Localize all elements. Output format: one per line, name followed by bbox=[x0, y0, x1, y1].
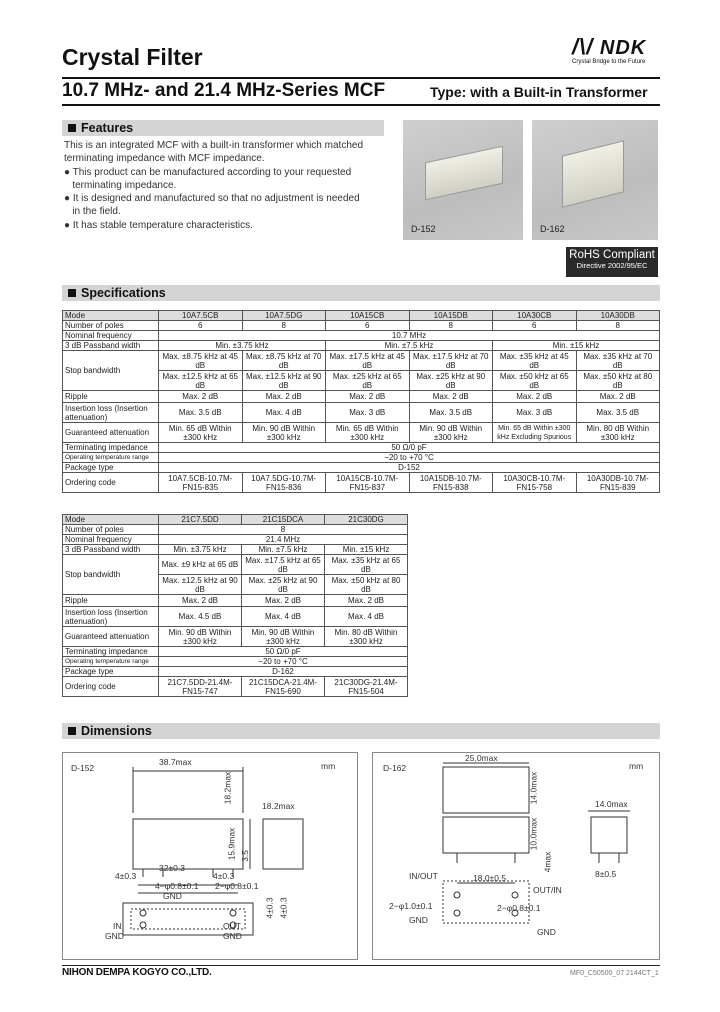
table-cell: Max. 4 dB bbox=[325, 607, 408, 627]
feature-line: terminating impedance. bbox=[64, 179, 177, 191]
pin-label: IN bbox=[113, 921, 122, 931]
ordering-code: 21C30DG-21.4M-FN15-504 bbox=[325, 677, 408, 697]
dim-value: 2−φ1.0±0.1 bbox=[389, 901, 433, 911]
table-cell: Max. 2 dB bbox=[409, 391, 493, 403]
dim-value: 14.0max bbox=[528, 771, 539, 805]
row-label: Guaranteed attenuation bbox=[63, 423, 159, 443]
spec-table-10.7mhz bbox=[62, 310, 660, 493]
table-cell: Max. ±35 kHz at 70 dB bbox=[576, 351, 660, 371]
title-rule bbox=[62, 77, 660, 79]
model-header: 10A15CB bbox=[326, 311, 410, 321]
rohs-title: RoHS Compliant bbox=[569, 249, 655, 261]
row-label: Operating temperature range bbox=[63, 453, 159, 463]
square-bullet-icon bbox=[68, 727, 76, 735]
table-cell: Max. ±8.75 kHz at 70 dB bbox=[242, 351, 326, 371]
table-cell: Max. 4 dB bbox=[242, 607, 325, 627]
table-cell: Max. 2 dB bbox=[242, 391, 326, 403]
table-cell: Min. ±15 kHz bbox=[325, 545, 408, 555]
spec-table-21.4mhz bbox=[62, 514, 408, 697]
table-cell: Max. 2 dB bbox=[242, 595, 325, 607]
table-cell: Max. 3.5 dB bbox=[159, 403, 243, 423]
row-label: Package type bbox=[63, 667, 159, 677]
table-cell: Max. ±17.5 kHz at 45 dB bbox=[326, 351, 410, 371]
model-header: 21C15DCA bbox=[242, 515, 325, 525]
table-cell: Min. 90 dB Within ±300 kHz bbox=[159, 627, 242, 647]
table-cell: 6 bbox=[159, 321, 243, 331]
table-cell: 8 bbox=[242, 321, 326, 331]
row-label: Terminating impedance bbox=[63, 443, 159, 453]
dim-value: 3.5 bbox=[239, 850, 250, 862]
table-cell: Min. 65 dB Within ±300 kHz bbox=[159, 423, 243, 443]
table-cell: Min. ±7.5 kHz bbox=[326, 341, 493, 351]
table-cell: 6 bbox=[326, 321, 410, 331]
table-cell: Max. ±12.5 kHz at 90 dB bbox=[242, 371, 326, 391]
row-label: Ordering code bbox=[63, 473, 159, 493]
dimension-drawing-d152 bbox=[62, 752, 358, 960]
table-cell: 6 bbox=[493, 321, 577, 331]
table-cell: 8 bbox=[159, 525, 408, 535]
pin-label: OUT/IN bbox=[533, 885, 562, 895]
rohs-badge bbox=[566, 247, 658, 277]
feature-line: ● It is designed and manufactured so that no adjustment is needed bbox=[64, 193, 360, 205]
table-cell: −20 to +70 °C bbox=[159, 453, 660, 463]
dim-value: 14.0max bbox=[595, 799, 628, 809]
table-cell: Max. ±25 kHz at 90 dB bbox=[242, 575, 325, 595]
table-cell: Max. ±8.75 kHz at 45 dB bbox=[159, 351, 243, 371]
table-cell: Min. 90 dB Within ±300 kHz bbox=[242, 627, 325, 647]
table-cell: Min. 65 dB Within ±300 kHz Excluding Spurious bbox=[493, 423, 577, 443]
row-label: Guaranteed attenuation bbox=[63, 627, 159, 647]
table-cell: D-162 bbox=[159, 667, 408, 677]
table-cell: Max. 4 dB bbox=[242, 403, 326, 423]
row-label: Number of poles bbox=[63, 321, 159, 331]
row-label: 3 dB Passband width bbox=[63, 545, 159, 555]
table-cell: Max. 2 dB bbox=[325, 595, 408, 607]
features-text bbox=[64, 139, 384, 232]
ordering-code: 21C7.5DD-21.4M-FN15-747 bbox=[159, 677, 242, 697]
feature-line: ● It has stable temperature characteristics. bbox=[64, 219, 253, 231]
row-label: Ripple bbox=[63, 391, 159, 403]
table-cell: 10.7 MHz bbox=[159, 331, 660, 341]
table-cell: Max. 2 dB bbox=[159, 595, 242, 607]
table-cell: 8 bbox=[576, 321, 660, 331]
model-header: 10A30CB bbox=[493, 311, 577, 321]
ordering-code: 10A30CB-10.7M-FN15-758 bbox=[493, 473, 577, 493]
dim-value: 2−φ0.8±0.1 bbox=[497, 903, 541, 913]
dim-value: 25.0max bbox=[465, 753, 498, 763]
table-cell: Max. ±12.5 kHz at 90 dB bbox=[159, 575, 242, 595]
table-cell: D-152 bbox=[159, 463, 660, 473]
dim-value: 15.9max bbox=[226, 827, 237, 861]
dim-value: 4−φ0.8±0.1 bbox=[155, 881, 199, 891]
table-cell: Max. 3.5 dB bbox=[576, 403, 660, 423]
logo-tagline: Crystal Bridge to the Future bbox=[572, 59, 646, 65]
d152-outline-drawing bbox=[63, 753, 357, 959]
dimensions-heading: Dimensions bbox=[62, 723, 660, 739]
row-label: Terminating impedance bbox=[63, 647, 159, 657]
table-cell: Max. ±50 kHz at 80 dB bbox=[325, 575, 408, 595]
row-label: 3 dB Passband width bbox=[63, 341, 159, 351]
pin-label: IN/OUT bbox=[409, 871, 438, 881]
table-cell: Max. 2 dB bbox=[493, 391, 577, 403]
unit-label: mm bbox=[629, 761, 644, 771]
footer-rule bbox=[62, 965, 660, 966]
dim-value: 4±0.3 bbox=[264, 897, 275, 919]
logo-text: NDK bbox=[599, 37, 647, 59]
dim-value: 18.2max bbox=[222, 771, 233, 805]
model-header: 10A7.5DG bbox=[242, 311, 326, 321]
drawing-label: D-162 bbox=[383, 763, 407, 773]
table-cell: Max. 2 dB bbox=[159, 391, 243, 403]
pin-label: GND bbox=[223, 931, 242, 941]
row-label: Mode bbox=[63, 515, 159, 525]
ordering-code: 10A30DB-10.7M-FN15-839 bbox=[576, 473, 660, 493]
feature-line: in the field. bbox=[64, 206, 121, 218]
square-bullet-icon bbox=[68, 289, 76, 297]
feature-line: This is an integrated MCF with a built-in transformer which matched bbox=[64, 140, 364, 151]
model-header: 10A7.5CB bbox=[159, 311, 243, 321]
ordering-code: 21C15DCA-21.4M-FN15-690 bbox=[242, 677, 325, 697]
table-cell: −20 to +70 °C bbox=[159, 657, 408, 667]
feature-line: terminating impedance with MCF impedance. bbox=[64, 153, 265, 165]
ordering-code: 10A15CB-10.7M-FN15-837 bbox=[326, 473, 410, 493]
row-label: Insertion loss (Insertion attenuation) bbox=[63, 403, 159, 423]
pin-label: GND bbox=[409, 915, 428, 925]
document-code: MF0_C50500_07 2144CT_1 bbox=[570, 970, 659, 977]
table-cell: Max. ±25 kHz at 65 dB bbox=[326, 371, 410, 391]
d162-outline-drawing bbox=[373, 753, 659, 959]
table-cell: Max. ±9 kHz at 65 dB bbox=[159, 555, 242, 575]
filter-package-image bbox=[425, 146, 503, 201]
table-cell: Min. 65 dB Within ±300 kHz bbox=[326, 423, 410, 443]
table-cell: Max. ±50 kHz at 80 dB bbox=[576, 371, 660, 391]
table-cell: Max. ±35 kHz at 45 dB bbox=[493, 351, 577, 371]
row-label: Ripple bbox=[63, 595, 159, 607]
dim-value: 4max bbox=[542, 851, 553, 873]
series-subtitle: 10.7 MHz- and 21.4 MHz-Series MCF bbox=[62, 80, 386, 101]
table-cell: Min. 90 dB Within ±300 kHz bbox=[409, 423, 493, 443]
table-cell: Min. ±3.75 kHz bbox=[159, 545, 242, 555]
table-cell: 21.4 MHz bbox=[159, 535, 408, 545]
subtitle-rule bbox=[62, 104, 660, 106]
feature-line: ● This product can be manufactured according to your requested bbox=[64, 166, 352, 178]
dim-value: 4±0.3 bbox=[278, 897, 289, 919]
pin-label: GND bbox=[105, 931, 124, 941]
table-cell: Max. ±17.5 kHz at 65 dB bbox=[242, 555, 325, 575]
model-header: 21C30DG bbox=[325, 515, 408, 525]
table-cell: Min. 80 dB Within ±300 kHz bbox=[576, 423, 660, 443]
table-cell: Max. ±50 kHz at 65 dB bbox=[493, 371, 577, 391]
specifications-heading: Specifications bbox=[62, 285, 660, 301]
row-label: Number of poles bbox=[63, 525, 159, 535]
row-label: Nominal frequency bbox=[63, 535, 159, 545]
pin-label: OUT bbox=[223, 921, 241, 931]
dim-value: 4±0.3 bbox=[213, 871, 235, 881]
table-cell: 8 bbox=[409, 321, 493, 331]
row-label: Stop bandwidth bbox=[63, 555, 159, 595]
pin-label: GND bbox=[163, 891, 182, 901]
table-cell: Min. ±3.75 kHz bbox=[159, 341, 326, 351]
ordering-code: 10A15DB-10.7M-FN15-838 bbox=[409, 473, 493, 493]
dim-value: 8±0.5 bbox=[595, 869, 617, 879]
product-photo-d152 bbox=[403, 120, 523, 240]
dim-value: 32±0.3 bbox=[159, 863, 185, 873]
table-cell: Max. 2 dB bbox=[576, 391, 660, 403]
pin-label: GND bbox=[537, 927, 556, 937]
row-label: Insertion loss (Insertion attenuation) bbox=[63, 607, 159, 627]
type-label: Type: with a Built-in Transformer bbox=[430, 84, 648, 100]
square-bullet-icon bbox=[68, 124, 76, 132]
dim-value: 38.7max bbox=[159, 757, 192, 767]
row-label: Operating temperature range bbox=[63, 657, 159, 667]
model-header: 10A30DB bbox=[576, 311, 660, 321]
ndk-logo: /\/ NDK Crystal Bridge to the Future bbox=[572, 34, 672, 65]
table-cell: Min. 90 dB Within ±300 kHz bbox=[242, 423, 326, 443]
row-label: Stop bandwidth bbox=[63, 351, 159, 391]
table-cell: Max. ±12.5 kHz at 65 dB bbox=[159, 371, 243, 391]
dim-value: 18.0±0.5 bbox=[473, 873, 507, 883]
table-cell: Max. ±17.5 kHz at 70 dB bbox=[409, 351, 493, 371]
company-name: NIHON DEMPA KOGYO CO.,LTD. bbox=[62, 967, 212, 978]
dim-value: 18.2max bbox=[262, 801, 295, 811]
table-cell: Min. 80 dB Within ±300 kHz bbox=[325, 627, 408, 647]
rohs-directive: Directive 2002/95/EC bbox=[576, 261, 648, 270]
table-cell: Min. ±7.5 kHz bbox=[242, 545, 325, 555]
row-label: Mode bbox=[63, 311, 159, 321]
model-header: 10A15DB bbox=[409, 311, 493, 321]
filter-package-image bbox=[562, 140, 624, 207]
table-cell: Max. 3 dB bbox=[326, 403, 410, 423]
row-label: Package type bbox=[63, 463, 159, 473]
unit-label: mm bbox=[321, 761, 336, 771]
table-cell: 50 Ω/0 pF bbox=[159, 647, 408, 657]
dim-value: 2−φ0.8±0.1 bbox=[215, 881, 259, 891]
table-cell: Max. ±25 kHz at 90 dB bbox=[409, 371, 493, 391]
dimension-drawing-d162 bbox=[372, 752, 660, 960]
table-cell: Max. 3.5 dB bbox=[409, 403, 493, 423]
ordering-code: 10A7.5DG-10.7M-FN15-836 bbox=[242, 473, 326, 493]
table-cell: Max. 4.5 dB bbox=[159, 607, 242, 627]
product-photo-d162 bbox=[532, 120, 658, 240]
photo-label: D-152 bbox=[411, 224, 436, 234]
row-label: Ordering code bbox=[63, 677, 159, 697]
table-cell: Max. 2 dB bbox=[326, 391, 410, 403]
features-heading: Features bbox=[62, 120, 384, 136]
table-cell: Max. ±35 kHz at 65 dB bbox=[325, 555, 408, 575]
table-cell: 50 Ω/0 pF bbox=[159, 443, 660, 453]
dim-value: 4±0.3 bbox=[115, 871, 137, 881]
ordering-code: 10A7.5CB-10.7M-FN15-835 bbox=[159, 473, 243, 493]
dim-value: 10.0max bbox=[528, 817, 539, 851]
table-cell: Max. 3 dB bbox=[493, 403, 577, 423]
table-cell: Min. ±15 kHz bbox=[493, 341, 660, 351]
photo-label: D-162 bbox=[540, 224, 565, 234]
page-title: Crystal Filter bbox=[62, 44, 203, 70]
model-header: 21C7.5DD bbox=[159, 515, 242, 525]
row-label: Nominal frequency bbox=[63, 331, 159, 341]
drawing-label: D-152 bbox=[71, 763, 95, 773]
